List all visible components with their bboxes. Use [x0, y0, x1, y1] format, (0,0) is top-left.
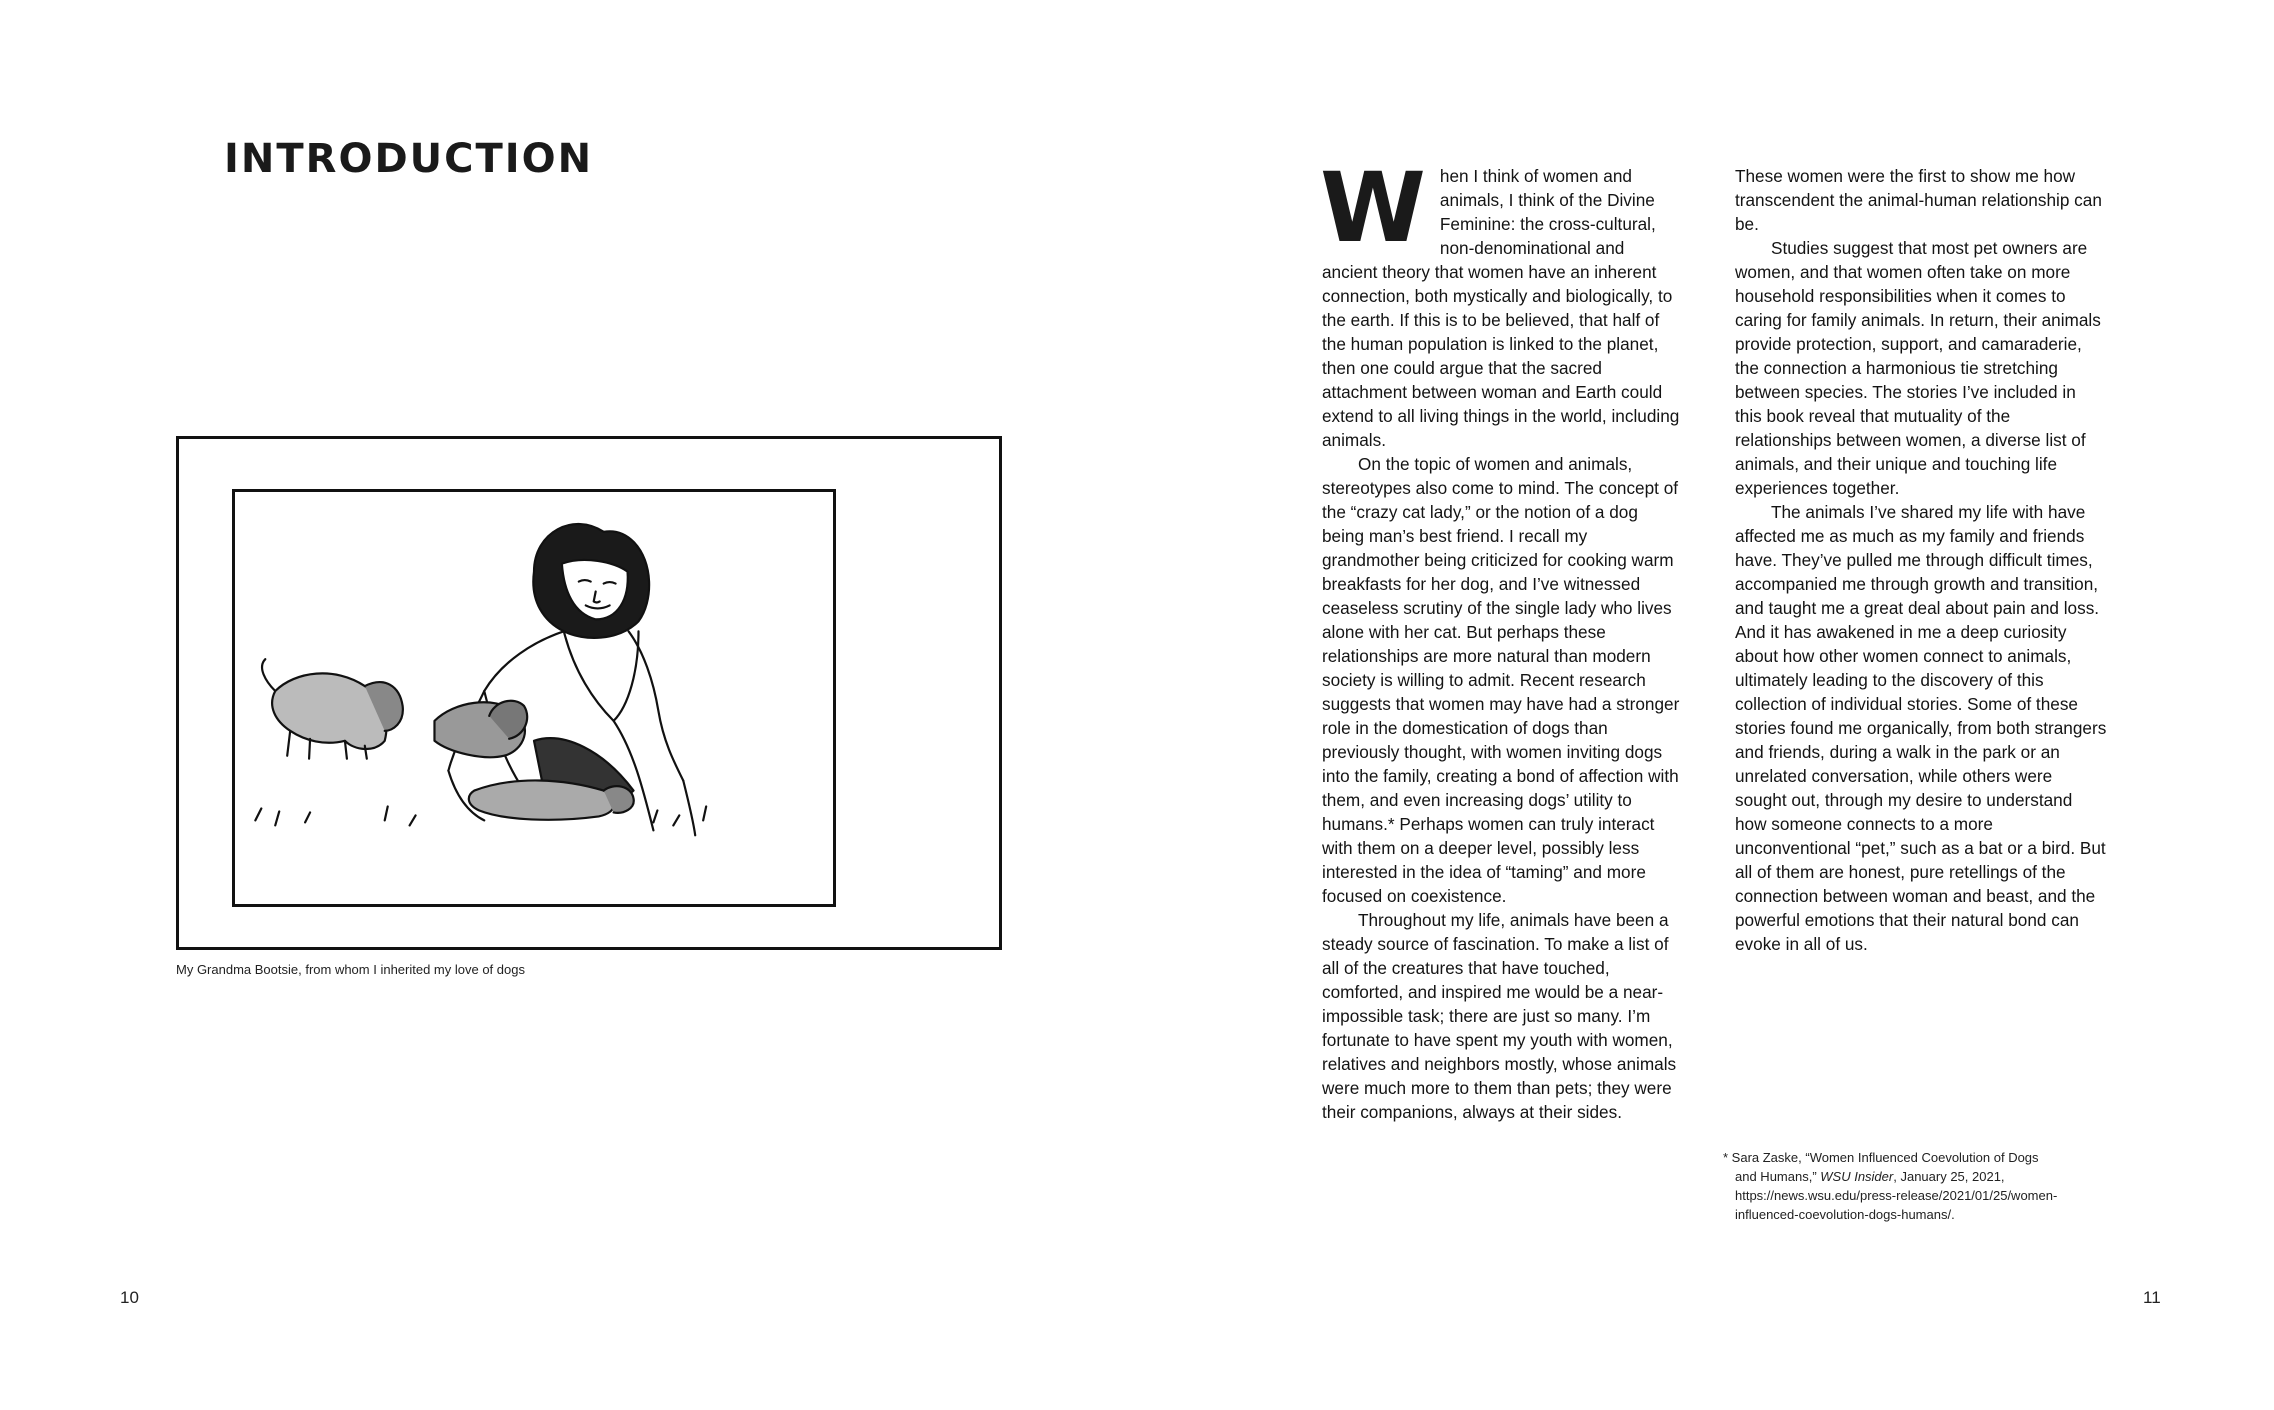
footnote-line: * Sara Zaske, “Women Influenced Coevolution of Dogs [1723, 1150, 2039, 1165]
chapter-heading: INTRODUCTION [224, 136, 594, 182]
paragraph: On the topic of women and animals, stereotypes also come to mind. The concept of the “crazy cat lady,” or the notion of a dog being man’s best friend. I recall my grandmother being criticized for cooking warm breakfasts for her dog, and I’ve witnessed ceaseless scrutiny of the single lady who lives alone with her cat. But perhaps these relationships are more natural than modern society is willing to admit. Recent research suggests that women may have had a stronger role in the domestication of dogs than previously thought, with women inviting dogs into the family, creating a bond of affection with them, and even increasing dogs’ utility to humans.* Perhaps women can truly interact with them on a deeper level, possibly less interested in the idea of “taming” and more focused on coexistence. [1322, 454, 1680, 906]
grandma-with-dogs-illustration [235, 492, 833, 904]
paragraph: These women were the first to show me how transcendent the animal-human relationship can be. [1735, 166, 2102, 234]
drop-cap: W [1320, 152, 1426, 264]
footnote-text: and Humans,” [1735, 1169, 1821, 1184]
footnote-url: https://news.wsu.edu/press-release/2021/01/25/women- [1735, 1188, 2058, 1203]
footnote-publication: WSU Insider [1820, 1169, 1894, 1184]
illustration-caption: My Grandma Bootsie, from whom I inherited my love of dogs [176, 962, 525, 977]
page-number-left: 10 [120, 1288, 139, 1307]
footnote-text: , January 25, 2021, [1893, 1169, 2005, 1184]
paragraph [1320, 152, 1682, 452]
text-column-2 [1735, 164, 2107, 956]
text-column-1 [1320, 152, 1682, 1124]
paragraph: Studies suggest that most pet owners are women, and that women often take on more household responsibilities when it comes to caring for family animals. In return, their animals provide protection, support, and camaraderie, the connection a harmonious tie stretching between species. The stories I’ve included in this book reveal that mutuality of the relationships between women, a diverse list of animals, and their unique and touching life experiences together. [1735, 238, 2101, 498]
footnote [1723, 1148, 2113, 1224]
paragraph: The animals I’ve shared my life with have affected me as much as my family and friends have. They’ve pulled me through difficult times, accompanied me through growth and transition, and taught me a great deal about pain and loss. And it has awakened in me a deep curiosity about how other women connect to animals, ultimately leading to the discovery of this collection of individual stories. Some of these stories found me organically, from both strangers and friends, during a walk in the park or an unrelated conversation, while others were sought out, through my desire to understand how someone connects to a more unconventional “pet,” such as a bat or a bird. But all of them are honest, pure retellings of the connection between woman and beast, and the powerful emotions that their natural bond can evoke in all of us. [1735, 502, 2107, 954]
footnote-url: influenced-coevolution-dogs-humans/. [1735, 1207, 1955, 1222]
paragraph: Throughout my life, animals have been a steady source of fascination. To make a list of all of the creatures that have touched, comforted, and inspired me would be a near-impossible task; there are just so many. I’m fortunate to have spent my youth with women, relatives and neighbors mostly, whose animals were much more to them than pets; they were their companions, always at their sides. [1322, 910, 1677, 1122]
page-number-right: 11 [2143, 1288, 2161, 1307]
footnote-line [1723, 1167, 2113, 1186]
illustration-frame [176, 436, 1002, 950]
paragraph-text: hen I think of women and animals, I think of the Divine Feminine: the cross-cultural, non-denominational and ancient theory that women have an inherent connection, both mystically and biologically, to the earth. If this is to be believed, that half of the human population is linked to the planet, then one could argue that the sacred attachment between woman and Earth could extend to all living things in the world, including animals. [1322, 166, 1680, 450]
illustration-inner-frame [232, 489, 836, 907]
